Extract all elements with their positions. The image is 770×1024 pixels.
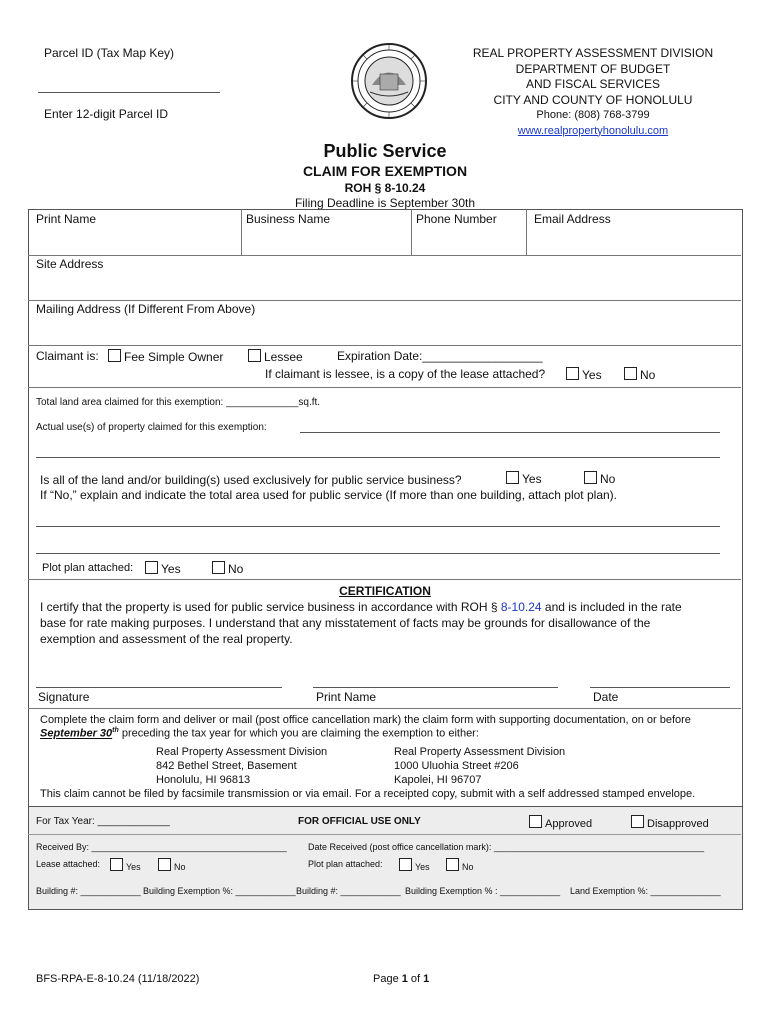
form-id: BFS-RPA-E-8-10.24 (11/18/2022) <box>36 973 200 985</box>
agency-line: AND FISCAL SERVICES <box>525 77 661 91</box>
address-line: Honolulu, HI 96813 <box>156 774 251 786</box>
official-lease-yes-label: Yes <box>126 862 141 872</box>
form-subtitle: CLAIM FOR EXEMPTION <box>302 163 468 179</box>
date-received-field: Date Received (post office cancellation mark): __________________________________________ <box>308 842 705 852</box>
page-of: of <box>407 973 424 985</box>
cert-print-name-label: Print Name <box>316 690 377 704</box>
email-address-label: Email Address <box>534 212 611 226</box>
address-line: Kapolei, HI 96707 <box>394 774 482 786</box>
certification-name-input[interactable] <box>313 687 558 688</box>
official-plot-label: Plot plan attached: <box>308 859 383 869</box>
official-lease-no-label: No <box>174 862 186 872</box>
plot-no-checkbox[interactable] <box>212 561 225 574</box>
total-land-area-field[interactable]: Total land area claimed for this exemption: _____________sq.ft. <box>36 397 321 408</box>
instructions-line2 <box>40 727 479 740</box>
page-number <box>373 973 429 985</box>
approved-checkbox <box>529 815 542 828</box>
lease-yes-label: Yes <box>582 368 602 382</box>
building-exemption-field-1: Building Exemption %: ____________ <box>143 886 296 896</box>
site-address-input[interactable] <box>30 273 738 297</box>
plot-yes-option[interactable] <box>145 561 181 576</box>
address-line: 1000 Uluohia Street #206 <box>394 760 519 772</box>
certification-text-start: I certify that the property is used for public service business in accordance with ROH § <box>40 600 501 614</box>
land-exemption-field: Land Exemption %: ______________ <box>570 886 721 896</box>
explain-input-line2[interactable] <box>36 553 720 554</box>
instructions-line2-text: preceding the tax year for which you are claiming the exemption to either: <box>118 727 479 740</box>
plot-no-option[interactable] <box>212 561 243 576</box>
received-by-field: Received By: _______________________________________ <box>36 842 287 852</box>
business-name-label: Business Name <box>246 212 331 226</box>
certification-text <box>40 599 700 647</box>
filing-deadline: Filing Deadline is September 30th <box>294 196 476 210</box>
form-title: Public Service <box>323 141 447 161</box>
expiration-date-field[interactable]: Expiration Date:__________________ <box>337 349 543 363</box>
explain-input-line1[interactable] <box>36 526 720 527</box>
exclusive-yes-label: Yes <box>522 472 542 486</box>
lease-yes-option[interactable] <box>566 367 602 382</box>
exclusive-explain-label: If “No,” explain and indicate the total area used for public service (If more than one building, attach plot plan). <box>40 488 617 502</box>
plot-plan-label: Plot plan attached: <box>42 562 134 574</box>
phone-number-label: Phone Number <box>416 212 497 226</box>
phone-number-input[interactable] <box>414 228 524 252</box>
filing-note: This claim cannot be filed by facsimile transmission or via email. For a receipted copy, submit with a self addressed stamped envelope. <box>40 788 696 800</box>
actual-use-label: Actual use(s) of property claimed for this exemption: <box>36 422 267 433</box>
official-plot-no-label: No <box>462 862 474 872</box>
official-use-heading: FOR OFFICIAL USE ONLY <box>298 816 421 827</box>
plot-no-label: No <box>228 562 244 576</box>
building-exemption-field-2: Building Exemption % : ____________ <box>405 886 561 896</box>
actual-use-input-line2[interactable] <box>36 457 720 458</box>
mailing-address-label: Mailing Address (If Different From Above) <box>36 302 256 316</box>
approved-label: Approved <box>545 818 593 830</box>
fee-simple-option[interactable] <box>108 349 223 364</box>
instructions-line1: Complete the claim form and deliver or mail (post office cancellation mark) the claim form with supporting documentation, on or before <box>40 714 691 726</box>
building-number-field-2: Building #: ____________ <box>296 886 401 896</box>
form-statute: ROH § 8-10.24 <box>344 181 426 195</box>
building-number-field-1: Building #: ____________ <box>36 886 141 896</box>
fee-simple-label: Fee Simple Owner <box>124 350 224 364</box>
fee-simple-checkbox[interactable] <box>108 349 121 362</box>
approved-option <box>529 815 592 830</box>
deadline-emphasis: September 30 <box>40 727 113 740</box>
address-line: Real Property Assessment Division <box>394 746 566 758</box>
disapproved-option <box>631 815 709 830</box>
statute-link[interactable]: 8-10.24 <box>500 600 542 614</box>
disapproved-label: Disapproved <box>647 818 709 830</box>
exclusive-no-checkbox[interactable] <box>584 471 597 484</box>
official-lease-yes <box>110 858 141 872</box>
official-plot-no-checkbox <box>446 858 459 871</box>
city-seal-icon <box>350 40 428 122</box>
mailing-address-input[interactable] <box>30 318 738 342</box>
agency-line: CITY AND COUNTY OF HONOLULU <box>493 92 693 107</box>
lessee-option[interactable] <box>248 349 303 364</box>
parcel-id-label: Parcel ID (Tax Map Key) <box>44 46 175 60</box>
page-total: 1 <box>423 973 430 985</box>
parcel-id-hint: Enter 12-digit Parcel ID <box>44 107 169 121</box>
claimant-label: Claimant is: <box>36 349 99 363</box>
plot-yes-checkbox[interactable] <box>145 561 158 574</box>
disapproved-checkbox <box>631 815 644 828</box>
official-plot-yes-label: Yes <box>415 862 430 872</box>
lease-attached-label: Lease attached: <box>36 859 101 869</box>
lessee-checkbox[interactable] <box>248 349 261 362</box>
lease-yes-checkbox[interactable] <box>566 367 579 380</box>
address-line: Real Property Assessment Division <box>156 746 328 758</box>
email-address-input[interactable] <box>529 228 739 252</box>
actual-use-input[interactable] <box>300 432 720 433</box>
page-current: 1 <box>401 973 408 985</box>
official-lease-yes-checkbox <box>110 858 123 871</box>
agency-phone: Phone: (808) 768-3799 <box>536 109 650 121</box>
agency-line: REAL PROPERTY ASSESSMENT DIVISION <box>472 46 714 60</box>
tax-year-field: For Tax Year: _____________ <box>36 816 170 827</box>
signature-input[interactable] <box>36 687 282 688</box>
plot-yes-label: Yes <box>161 562 181 576</box>
deadline-suffix: th <box>112 727 119 734</box>
certification-heading: CERTIFICATION <box>339 584 431 598</box>
lease-no-option[interactable] <box>624 367 655 382</box>
official-plot-yes <box>399 858 430 872</box>
print-name-label: Print Name <box>36 212 97 226</box>
exclusive-no-option[interactable] <box>584 471 615 486</box>
signature-label: Signature <box>38 690 90 704</box>
agency-line: DEPARTMENT OF BUDGET <box>515 61 671 76</box>
certification-text-end: and is included in the rate base for rate making purposes. I understand that any misstatement of facts may be grounds for disallowance of the exemption and assessment of the real property. <box>40 600 682 646</box>
site-address-label: Site Address <box>36 257 104 271</box>
lessee-label: Lessee <box>264 350 303 364</box>
official-lease-no <box>158 858 186 872</box>
address-honolulu <box>156 745 327 787</box>
print-name-input[interactable] <box>30 228 238 252</box>
parcel-id-input[interactable] <box>38 92 220 93</box>
lease-attached-question: If claimant is lessee, is a copy of the lease attached? <box>265 367 546 381</box>
business-name-input[interactable] <box>244 228 408 252</box>
lease-no-label: No <box>640 368 656 382</box>
address-kapolei <box>394 745 565 787</box>
certification-date-input[interactable] <box>590 687 730 688</box>
lease-no-checkbox[interactable] <box>624 367 637 380</box>
exclusive-no-label: No <box>600 472 616 486</box>
official-lease-no-checkbox <box>158 858 171 871</box>
official-plot-yes-checkbox <box>399 858 412 871</box>
agency-block <box>453 46 733 139</box>
cert-date-label: Date <box>593 690 619 704</box>
page-prefix: Page <box>373 973 402 985</box>
agency-website-link[interactable]: www.realpropertyhonolulu.com <box>517 124 669 137</box>
exclusive-use-question: Is all of the land and/or building(s) used exclusively for public service business? <box>40 473 462 487</box>
official-plot-no <box>446 858 474 872</box>
exclusive-yes-checkbox[interactable] <box>506 471 519 484</box>
address-line: 842 Bethel Street, Basement <box>156 760 297 772</box>
exclusive-yes-option[interactable] <box>506 471 542 486</box>
